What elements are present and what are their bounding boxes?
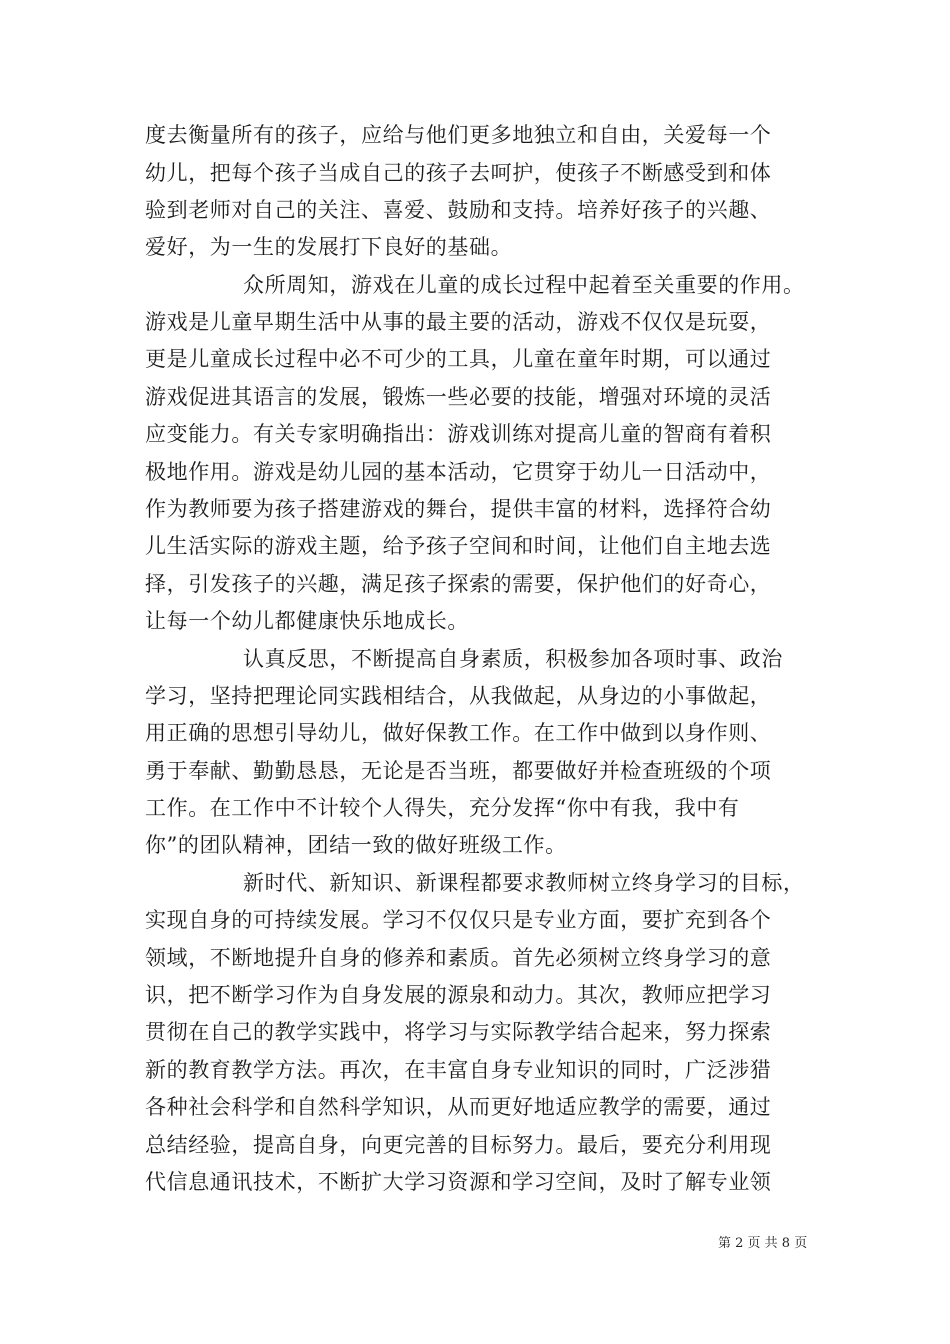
- page-number-footer: 第 2 页 共 8 页: [718, 1236, 808, 1251]
- paragraph-start-line: 新时代、新知识、新课程都要求教师树立终身学习的目标，: [243, 871, 805, 895]
- text-line: 择，引发孩子的兴趣，满足孩子探索的需要，保护他们的好奇心，: [145, 572, 772, 596]
- paragraph-start-line: 众所周知，游戏在儿童的成长过程中起着至关重要的作用。: [243, 273, 805, 297]
- text-line: 领域，不断地提升自身的修养和素质。首先必须树立终身学习的意: [145, 946, 772, 970]
- text-line: 勇于奉献、勤勤恳恳，无论是否当班，都要做好并检查班级的个项: [145, 759, 772, 783]
- text-line: 儿生活实际的游戏主题，给予孩子空间和时间，让他们自主地去选: [145, 534, 772, 558]
- text-line: 验到老师对自己的关注、喜爱、鼓励和支持。培养好孩子的兴趣、: [145, 198, 772, 222]
- text-line: 极地作用。游戏是幼儿园的基本活动，它贯穿于幼儿一日活动中，: [145, 460, 772, 484]
- text-line: 学习，坚持把理论同实践相结合，从我做起，从身边的小事做起，: [145, 684, 772, 708]
- text-line: 度去衡量所有的孩子，应给与他们更多地独立和自由，关爱每一个: [145, 123, 772, 147]
- text-line: 识，把不断学习作为自身发展的源泉和动力。其次，教师应把学习: [145, 983, 772, 1007]
- text-line: 实现自身的可持续发展。学习不仅仅只是专业方面，要扩充到各个: [145, 908, 772, 932]
- text-line: 让每一个幼儿都健康快乐地成长。: [145, 609, 469, 633]
- text-line: 工作。在工作中不计较个人得失，充分发挥“你中有我，我中有: [145, 796, 740, 820]
- text-line: 各种社会科学和自然科学知识，从而更好地适应教学的需要，通过: [145, 1095, 772, 1119]
- text-line: 总结经验，提高自身，向更完善的目标努力。最后，要充分利用现: [145, 1133, 772, 1157]
- text-line: 游戏是儿童早期生活中从事的最主要的活动，游戏不仅仅是玩耍，: [145, 310, 772, 334]
- text-line: 你”的团队精神，团结一致的做好班级工作。: [145, 833, 567, 857]
- paragraph-start-line: 认真反思，不断提高自身素质，积极参加各项时事、政治: [243, 647, 783, 671]
- text-line: 游戏促进其语言的发展，锻炼一些必要的技能，增强对环境的灵活: [145, 385, 772, 409]
- text-line: 作为教师要为孩子搭建游戏的舞台，提供丰富的材料，选择符合幼: [145, 497, 772, 521]
- text-line: 新的教育教学方法。再次，在丰富自身专业知识的同时，广泛涉猎: [145, 1058, 772, 1082]
- text-line: 爱好，为一生的发展打下良好的基础。: [145, 235, 513, 259]
- text-line: 代信息通讯技术，不断扩大学习资源和学习空间，及时了解专业领: [145, 1170, 772, 1194]
- text-line: 用正确的思想引导幼儿，做好保教工作。在工作中做到以身作则、: [145, 721, 772, 745]
- text-line: 应变能力。有关专家明确指出：游戏训练对提高儿童的智商有着积: [145, 422, 772, 446]
- text-line: 幼儿，把每个孩子当成自己的孩子去呵护，使孩子不断感受到和体: [145, 161, 772, 185]
- text-line: 更是儿童成长过程中必不可少的工具，儿童在童年时期，可以通过: [145, 347, 772, 371]
- text-line: 贯彻在自己的教学实践中，将学习与实际教学结合起来，努力探索: [145, 1020, 772, 1044]
